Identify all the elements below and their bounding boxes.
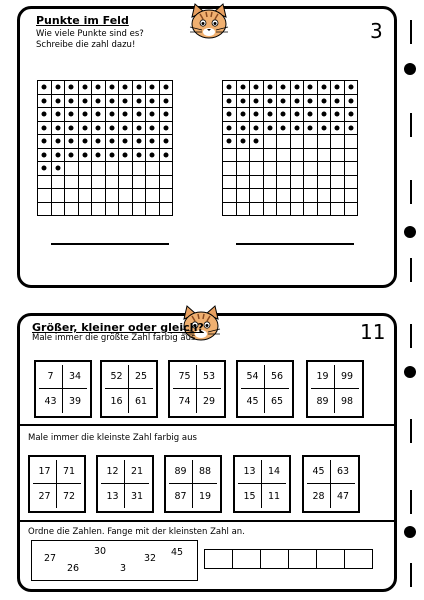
grid-cell-empty bbox=[331, 189, 345, 203]
number-cell[interactable]: 16 bbox=[105, 389, 129, 413]
number-cell[interactable]: 74 bbox=[173, 389, 197, 413]
number-cell[interactable]: 27 bbox=[33, 484, 57, 508]
grid-cell-empty bbox=[65, 189, 79, 203]
grid-cell-dot bbox=[237, 95, 251, 109]
grid-cell-dot bbox=[223, 122, 237, 136]
grid-cell-dot bbox=[160, 135, 174, 149]
grid-cell-dot bbox=[52, 149, 66, 163]
grid-cell-dot bbox=[146, 81, 160, 95]
order-slot[interactable] bbox=[233, 549, 261, 569]
grid-cell-empty bbox=[345, 162, 359, 176]
binder-mark bbox=[410, 419, 412, 443]
grid-cell-dot bbox=[250, 81, 264, 95]
grid-cell-dot bbox=[52, 81, 66, 95]
grid-cell-empty bbox=[304, 149, 318, 163]
grid-cell-dot bbox=[277, 122, 291, 136]
grid-cell-dot bbox=[92, 122, 106, 136]
binder-mark bbox=[410, 113, 412, 137]
grid-cell-dot bbox=[119, 135, 133, 149]
grid-cell-empty bbox=[146, 162, 160, 176]
grid-cell-empty bbox=[92, 189, 106, 203]
grid-cell-empty bbox=[318, 176, 332, 190]
grid-cell-dot bbox=[160, 149, 174, 163]
grid-cell-dot bbox=[345, 122, 359, 136]
grid-cell-dot bbox=[291, 122, 305, 136]
grid-cell-dot bbox=[318, 108, 332, 122]
number-cell[interactable]: 99 bbox=[335, 365, 359, 389]
grid-cell-empty bbox=[331, 135, 345, 149]
grid-cell-empty bbox=[264, 135, 278, 149]
grid-cell-empty bbox=[345, 135, 359, 149]
order-slot[interactable] bbox=[205, 549, 233, 569]
grid-cell-empty bbox=[146, 176, 160, 190]
grid-cell-dot bbox=[79, 95, 93, 109]
number-cell[interactable]: 15 bbox=[238, 484, 262, 508]
grid-cell-empty bbox=[291, 203, 305, 217]
number-cell[interactable]: 11 bbox=[267, 490, 281, 502]
number-cell[interactable]: 43 bbox=[39, 389, 63, 413]
grid-cell-dot bbox=[38, 108, 52, 122]
grid-cell-empty bbox=[52, 189, 66, 203]
card1-title: Punkte im Feld bbox=[36, 14, 129, 27]
grid-cell-dot bbox=[92, 135, 106, 149]
instruction-greatest: Male immer die größte Zahl farbig aus bbox=[32, 333, 196, 343]
grid-cell-dot bbox=[38, 149, 52, 163]
order-slot[interactable] bbox=[345, 549, 373, 569]
number-box bbox=[236, 360, 294, 418]
grid-cell-dot bbox=[133, 95, 147, 109]
grid-cell-empty bbox=[250, 149, 264, 163]
cat-face-icon bbox=[186, 3, 232, 41]
grid-cell-empty bbox=[65, 162, 79, 176]
grid-cell-dot bbox=[291, 81, 305, 95]
grid-cell-empty bbox=[331, 162, 345, 176]
number-box bbox=[164, 455, 222, 513]
grid-cell-dot bbox=[237, 135, 251, 149]
number-cell[interactable]: 17 bbox=[33, 460, 57, 484]
grid-cell-dot bbox=[79, 81, 93, 95]
grid-cell-empty bbox=[291, 189, 305, 203]
grid-cell-empty bbox=[264, 176, 278, 190]
grid-cell-dot bbox=[250, 108, 264, 122]
grid-cell-dot bbox=[331, 108, 345, 122]
binder-mark bbox=[410, 563, 412, 587]
grid-cell-empty bbox=[106, 189, 120, 203]
grid-cell-dot bbox=[92, 95, 106, 109]
binder-hole bbox=[404, 226, 416, 238]
number-box bbox=[34, 360, 92, 418]
grid-cell-dot bbox=[79, 122, 93, 136]
grid-cell-dot bbox=[223, 135, 237, 149]
number-cell[interactable]: 75 bbox=[173, 365, 197, 389]
grid-cell-dot bbox=[146, 108, 160, 122]
grid-cell-empty bbox=[264, 203, 278, 217]
order-answer-slots bbox=[204, 549, 373, 569]
grid-cell-dot bbox=[133, 108, 147, 122]
grid-cell-empty bbox=[250, 189, 264, 203]
number-cell[interactable]: 7 bbox=[39, 365, 63, 389]
number-cell[interactable]: 45 bbox=[241, 389, 265, 413]
number-cell[interactable]: 19 bbox=[198, 490, 212, 502]
grid-cell-dot bbox=[92, 149, 106, 163]
grid-cell-empty bbox=[79, 203, 93, 217]
grid-cell-dot bbox=[277, 108, 291, 122]
number-cell[interactable]: 72 bbox=[62, 490, 76, 502]
number-cell[interactable]: 21 bbox=[125, 460, 149, 484]
grid-cell-empty bbox=[223, 176, 237, 190]
answer-line-left[interactable] bbox=[51, 243, 169, 245]
grid-cell-empty bbox=[264, 189, 278, 203]
grid-cell-dot bbox=[264, 108, 278, 122]
number-cell[interactable]: 52 bbox=[105, 365, 129, 389]
grid-cell-empty bbox=[65, 176, 79, 190]
binder-hole bbox=[404, 526, 416, 538]
grid-cell-empty bbox=[119, 203, 133, 217]
number-cell[interactable]: 39 bbox=[68, 395, 82, 407]
grid-cell-dot bbox=[79, 108, 93, 122]
number-cell[interactable]: 61 bbox=[134, 395, 148, 407]
grid-cell-dot bbox=[146, 149, 160, 163]
grid-cell-dot bbox=[160, 108, 174, 122]
order-number: 45 bbox=[171, 547, 184, 558]
grid-cell-empty bbox=[106, 162, 120, 176]
number-box bbox=[100, 360, 158, 418]
instruction-order: Ordne die Zahlen. Fange mit der kleinsten Zahl an. bbox=[28, 527, 245, 537]
order-slot[interactable] bbox=[289, 549, 317, 569]
number-cell[interactable]: 87 bbox=[169, 484, 193, 508]
grid-cell-empty bbox=[52, 203, 66, 217]
page-number-11: 11 bbox=[360, 320, 386, 344]
grid-cell-dot bbox=[146, 135, 160, 149]
grid-cell-dot bbox=[146, 95, 160, 109]
number-cell[interactable]: 45 bbox=[307, 460, 331, 484]
numbers-to-order-box bbox=[31, 540, 198, 581]
grid-cell-dot bbox=[133, 81, 147, 95]
number-cell[interactable]: 47 bbox=[336, 490, 350, 502]
grid-cell-dot bbox=[250, 135, 264, 149]
grid-cell-empty bbox=[79, 162, 93, 176]
grid-cell-empty bbox=[92, 176, 106, 190]
grid-cell-empty bbox=[160, 203, 174, 217]
grid-cell-empty bbox=[119, 176, 133, 190]
grid-cell-empty bbox=[237, 189, 251, 203]
grid-cell-dot bbox=[146, 122, 160, 136]
number-cell[interactable]: 54 bbox=[241, 365, 265, 389]
order-number: 26 bbox=[67, 563, 80, 574]
number-cell[interactable]: 31 bbox=[130, 490, 144, 502]
grid-cell-empty bbox=[106, 176, 120, 190]
grid-cell-dot bbox=[106, 95, 120, 109]
grid-cell-empty bbox=[264, 149, 278, 163]
grid-cell-empty bbox=[277, 149, 291, 163]
grid-cell-empty bbox=[237, 176, 251, 190]
order-slot[interactable] bbox=[261, 549, 289, 569]
binder-mark bbox=[410, 258, 412, 282]
grid-cell-empty bbox=[133, 189, 147, 203]
grid-cell-empty bbox=[92, 203, 106, 217]
grid-cell-empty bbox=[318, 135, 332, 149]
grid-cell-empty bbox=[146, 189, 160, 203]
number-cell[interactable]: 63 bbox=[331, 460, 355, 484]
grid-cell-dot bbox=[160, 81, 174, 95]
grid-cell-empty bbox=[79, 176, 93, 190]
grid-cell-dot bbox=[237, 108, 251, 122]
grid-cell-empty bbox=[318, 149, 332, 163]
grid-cell-dot bbox=[106, 81, 120, 95]
grid-cell-dot bbox=[38, 162, 52, 176]
grid-cell-dot bbox=[250, 95, 264, 109]
grid-cell-dot bbox=[106, 122, 120, 136]
grid-cell-empty bbox=[304, 162, 318, 176]
grid-cell-empty bbox=[331, 203, 345, 217]
grid-cell-empty bbox=[331, 149, 345, 163]
grid-cell-empty bbox=[65, 203, 79, 217]
grid-cell-dot bbox=[133, 149, 147, 163]
grid-cell-empty bbox=[250, 162, 264, 176]
grid-cell-dot bbox=[160, 122, 174, 136]
grid-cell-empty bbox=[304, 135, 318, 149]
grid-cell-empty bbox=[291, 149, 305, 163]
card1-instruction: Schreibe die zahl dazu! bbox=[36, 40, 136, 50]
grid-cell-dot bbox=[65, 108, 79, 122]
grid-cell-dot bbox=[291, 108, 305, 122]
grid-cell-dot bbox=[304, 122, 318, 136]
grid-cell-empty bbox=[264, 162, 278, 176]
order-slot[interactable] bbox=[317, 549, 345, 569]
grid-cell-dot bbox=[331, 122, 345, 136]
binder-mark bbox=[410, 490, 412, 514]
grid-cell-dot bbox=[223, 108, 237, 122]
grid-cell-empty bbox=[318, 189, 332, 203]
grid-cell-dot bbox=[119, 81, 133, 95]
number-cell[interactable]: 71 bbox=[57, 460, 81, 484]
grid-cell-dot bbox=[119, 122, 133, 136]
grid-cell-empty bbox=[106, 203, 120, 217]
number-cell[interactable]: 13 bbox=[101, 484, 125, 508]
grid-cell-empty bbox=[119, 162, 133, 176]
grid-cell-dot bbox=[331, 81, 345, 95]
grid-cell-empty bbox=[291, 162, 305, 176]
grid-cell-empty bbox=[38, 189, 52, 203]
grid-cell-empty bbox=[345, 149, 359, 163]
grid-cell-dot bbox=[79, 149, 93, 163]
number-box bbox=[168, 360, 226, 418]
grid-cell-empty bbox=[277, 203, 291, 217]
grid-cell-empty bbox=[291, 135, 305, 149]
grid-cell-dot bbox=[65, 149, 79, 163]
grid-cell-dot bbox=[65, 135, 79, 149]
grid-cell-dot bbox=[304, 108, 318, 122]
grid-cell-dot bbox=[318, 122, 332, 136]
binder-hole bbox=[404, 366, 416, 378]
number-cell[interactable]: 13 bbox=[238, 460, 262, 484]
grid-cell-empty bbox=[133, 162, 147, 176]
order-number: 3 bbox=[120, 563, 127, 574]
dot-grid-left bbox=[37, 80, 173, 216]
grid-cell-dot bbox=[38, 95, 52, 109]
grid-cell-dot bbox=[304, 95, 318, 109]
grid-cell-empty bbox=[277, 162, 291, 176]
grid-cell-dot bbox=[345, 108, 359, 122]
grid-cell-dot bbox=[119, 108, 133, 122]
number-cell[interactable]: 19 bbox=[311, 365, 335, 389]
grid-cell-dot bbox=[264, 95, 278, 109]
grid-cell-dot bbox=[318, 95, 332, 109]
number-cell[interactable]: 14 bbox=[262, 460, 286, 484]
grid-cell-dot bbox=[304, 81, 318, 95]
grid-cell-dot bbox=[92, 108, 106, 122]
binder-hole bbox=[404, 63, 416, 75]
number-cell[interactable]: 29 bbox=[202, 395, 216, 407]
grid-cell-dot bbox=[52, 108, 66, 122]
grid-cell-dot bbox=[277, 95, 291, 109]
grid-cell-dot bbox=[106, 149, 120, 163]
grid-cell-empty bbox=[304, 203, 318, 217]
order-number: 32 bbox=[144, 553, 157, 564]
grid-cell-empty bbox=[345, 189, 359, 203]
grid-cell-empty bbox=[345, 176, 359, 190]
grid-cell-dot bbox=[65, 95, 79, 109]
grid-cell-empty bbox=[133, 176, 147, 190]
answer-line-right[interactable] bbox=[236, 243, 354, 245]
grid-cell-empty bbox=[345, 203, 359, 217]
grid-cell-empty bbox=[331, 176, 345, 190]
section-divider bbox=[17, 520, 397, 522]
grid-cell-empty bbox=[277, 176, 291, 190]
grid-cell-dot bbox=[237, 122, 251, 136]
grid-cell-empty bbox=[79, 189, 93, 203]
number-cell[interactable]: 98 bbox=[340, 395, 354, 407]
grid-cell-dot bbox=[119, 149, 133, 163]
grid-cell-empty bbox=[223, 189, 237, 203]
grid-cell-empty bbox=[52, 176, 66, 190]
grid-cell-empty bbox=[223, 149, 237, 163]
grid-cell-empty bbox=[250, 176, 264, 190]
grid-cell-empty bbox=[160, 176, 174, 190]
grid-cell-empty bbox=[318, 162, 332, 176]
grid-cell-dot bbox=[52, 162, 66, 176]
grid-cell-empty bbox=[250, 203, 264, 217]
grid-cell-empty bbox=[237, 162, 251, 176]
grid-cell-dot bbox=[38, 122, 52, 136]
grid-cell-empty bbox=[119, 189, 133, 203]
grid-cell-empty bbox=[133, 203, 147, 217]
grid-cell-dot bbox=[52, 135, 66, 149]
grid-cell-empty bbox=[277, 189, 291, 203]
grid-cell-empty bbox=[237, 149, 251, 163]
grid-cell-empty bbox=[237, 203, 251, 217]
grid-cell-empty bbox=[318, 203, 332, 217]
order-number: 30 bbox=[94, 546, 107, 557]
card2-title: Größer, kleiner oder gleich? bbox=[32, 321, 204, 334]
binder-mark bbox=[410, 20, 412, 44]
grid-cell-dot bbox=[160, 95, 174, 109]
grid-cell-empty bbox=[160, 189, 174, 203]
grid-cell-empty bbox=[291, 176, 305, 190]
number-cell[interactable]: 65 bbox=[270, 395, 284, 407]
grid-cell-empty bbox=[223, 162, 237, 176]
grid-cell-empty bbox=[38, 203, 52, 217]
grid-cell-empty bbox=[223, 203, 237, 217]
grid-cell-dot bbox=[38, 135, 52, 149]
number-box bbox=[306, 360, 364, 418]
grid-cell-empty bbox=[38, 176, 52, 190]
grid-cell-dot bbox=[250, 122, 264, 136]
number-cell[interactable]: 34 bbox=[63, 365, 87, 389]
binder-mark bbox=[410, 180, 412, 204]
grid-cell-empty bbox=[304, 189, 318, 203]
grid-cell-empty bbox=[146, 203, 160, 217]
grid-cell-dot bbox=[264, 81, 278, 95]
grid-cell-dot bbox=[331, 95, 345, 109]
number-cell[interactable]: 28 bbox=[307, 484, 331, 508]
grid-cell-dot bbox=[65, 81, 79, 95]
number-box bbox=[28, 455, 86, 513]
number-cell[interactable]: 25 bbox=[129, 365, 153, 389]
binder-mark bbox=[410, 324, 412, 348]
number-cell[interactable]: 53 bbox=[197, 365, 221, 389]
number-cell[interactable]: 56 bbox=[265, 365, 289, 389]
number-box bbox=[233, 455, 291, 513]
grid-cell-dot bbox=[318, 81, 332, 95]
grid-cell-dot bbox=[52, 95, 66, 109]
grid-cell-dot bbox=[92, 81, 106, 95]
grid-cell-dot bbox=[237, 81, 251, 95]
grid-cell-dot bbox=[133, 135, 147, 149]
grid-cell-dot bbox=[223, 95, 237, 109]
number-cell[interactable]: 89 bbox=[169, 460, 193, 484]
number-box bbox=[302, 455, 360, 513]
grid-cell-dot bbox=[345, 81, 359, 95]
page-number-3: 3 bbox=[370, 19, 383, 43]
number-cell[interactable]: 88 bbox=[193, 460, 217, 484]
grid-cell-dot bbox=[119, 95, 133, 109]
grid-cell-empty bbox=[277, 135, 291, 149]
card1-question: Wie viele Punkte sind es? bbox=[36, 29, 144, 39]
dot-grid-right bbox=[222, 80, 358, 216]
grid-cell-dot bbox=[264, 122, 278, 136]
grid-cell-dot bbox=[223, 81, 237, 95]
grid-cell-dot bbox=[65, 122, 79, 136]
number-cell[interactable]: 89 bbox=[311, 389, 335, 413]
grid-cell-empty bbox=[304, 176, 318, 190]
grid-cell-dot bbox=[79, 135, 93, 149]
grid-cell-dot bbox=[133, 122, 147, 136]
grid-cell-empty bbox=[160, 162, 174, 176]
grid-cell-dot bbox=[106, 135, 120, 149]
number-box bbox=[96, 455, 154, 513]
grid-cell-dot bbox=[52, 122, 66, 136]
section-divider bbox=[17, 424, 397, 426]
grid-cell-dot bbox=[106, 108, 120, 122]
instruction-smallest: Male immer die kleinste Zahl farbig aus bbox=[28, 433, 197, 443]
grid-cell-dot bbox=[345, 95, 359, 109]
grid-cell-dot bbox=[277, 81, 291, 95]
grid-cell-dot bbox=[291, 95, 305, 109]
order-number: 27 bbox=[44, 553, 57, 564]
grid-cell-empty bbox=[92, 162, 106, 176]
grid-cell-dot bbox=[38, 81, 52, 95]
number-cell[interactable]: 12 bbox=[101, 460, 125, 484]
